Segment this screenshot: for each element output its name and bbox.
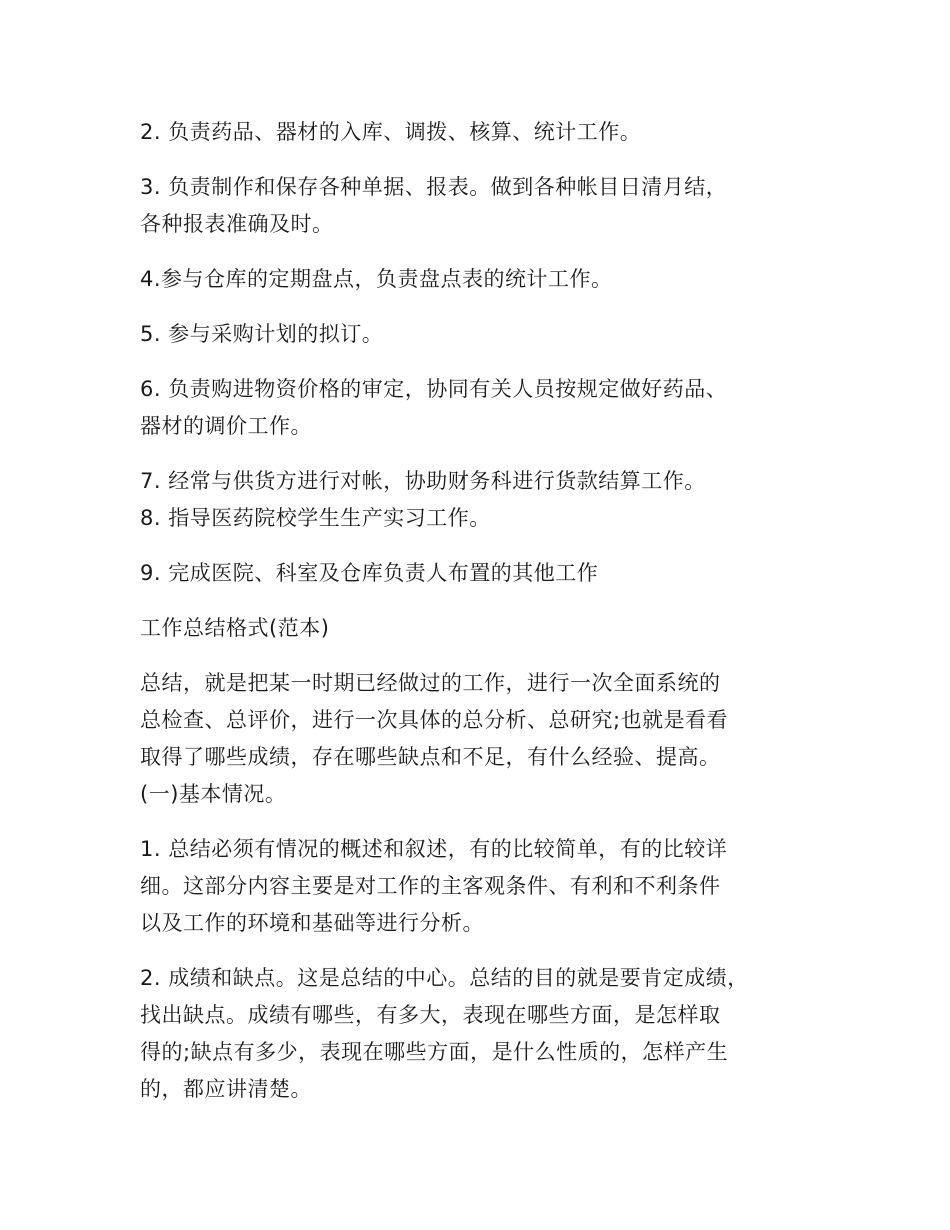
- document-page: [140, 114, 840, 1108]
- text-line: 6. 负责购进物资价格的审定，协同有关人员按规定做好药品、: [140, 377, 728, 401]
- text-line: 总检查、总评价，进行一次具体的总分析、总研究;也就是看看: [140, 708, 729, 732]
- text-line: 3. 负责制作和保存各种单据、报表。做到各种帐目日清月结，: [140, 175, 728, 199]
- text-line: 9. 完成医院、科室及仓库负责人布置的其他工作: [140, 561, 599, 585]
- paragraph-item-6: [140, 371, 840, 445]
- text-line: 找出缺点。成绩有哪些，有多大，表现在哪些方面，是怎样取: [140, 1003, 721, 1027]
- text-line: 取得了哪些成绩，存在哪些缺点和不足，有什么经验、提高。: [140, 745, 721, 769]
- paragraph-item-5: [140, 316, 840, 353]
- text-line: 总结，就是把某一时期已经做过的工作，进行一次全面系统的: [140, 671, 721, 695]
- text-line: 7. 经常与供货方进行对帐，协助财务科进行货款结算工作。: [140, 469, 706, 493]
- text-line: 细。这部分内容主要是对工作的主客观条件、有利和不利条件: [140, 874, 721, 898]
- paragraph-item-7-8: [140, 463, 840, 537]
- text-line: 器材的调价工作。: [140, 414, 312, 438]
- text-line: 4.参与仓库的定期盘点，负责盘点表的统计工作。: [140, 267, 613, 291]
- text-line: 2. 负责药品、器材的入库、调拨、核算、统计工作。: [140, 120, 642, 144]
- text-line: 得的;缺点有多少，表现在哪些方面，是什么性质的，怎样产生: [140, 1040, 729, 1064]
- text-line: 以及工作的环境和基础等进行分析。: [140, 911, 484, 935]
- paragraph-item-9: [140, 555, 840, 592]
- summary-intro-paragraph: [140, 665, 840, 813]
- text-line: 2. 成绩和缺点。这是总结的中心。总结的目的就是要肯定成绩，: [140, 966, 749, 990]
- text-line: 各种报表准确及时。: [140, 212, 334, 236]
- summary-point-2: [140, 960, 840, 1108]
- text-line: 的，都应讲清楚。: [140, 1077, 312, 1101]
- text-line: (一)基本情况。: [140, 782, 287, 806]
- text-line: 1. 总结必须有情况的概述和叙述，有的比较简单，有的比较详: [140, 837, 728, 861]
- paragraph-item-2: [140, 114, 840, 151]
- text-line: 8. 指导医药院校学生生产实习工作。: [140, 506, 491, 530]
- text-line: 5. 参与采购计划的拟订。: [140, 322, 384, 346]
- heading-line: 工作总结格式(范本): [140, 616, 330, 640]
- paragraph-item-3: [140, 169, 840, 243]
- summary-point-1: [140, 831, 840, 942]
- section-heading: [140, 610, 840, 647]
- paragraph-item-4: [140, 261, 840, 298]
